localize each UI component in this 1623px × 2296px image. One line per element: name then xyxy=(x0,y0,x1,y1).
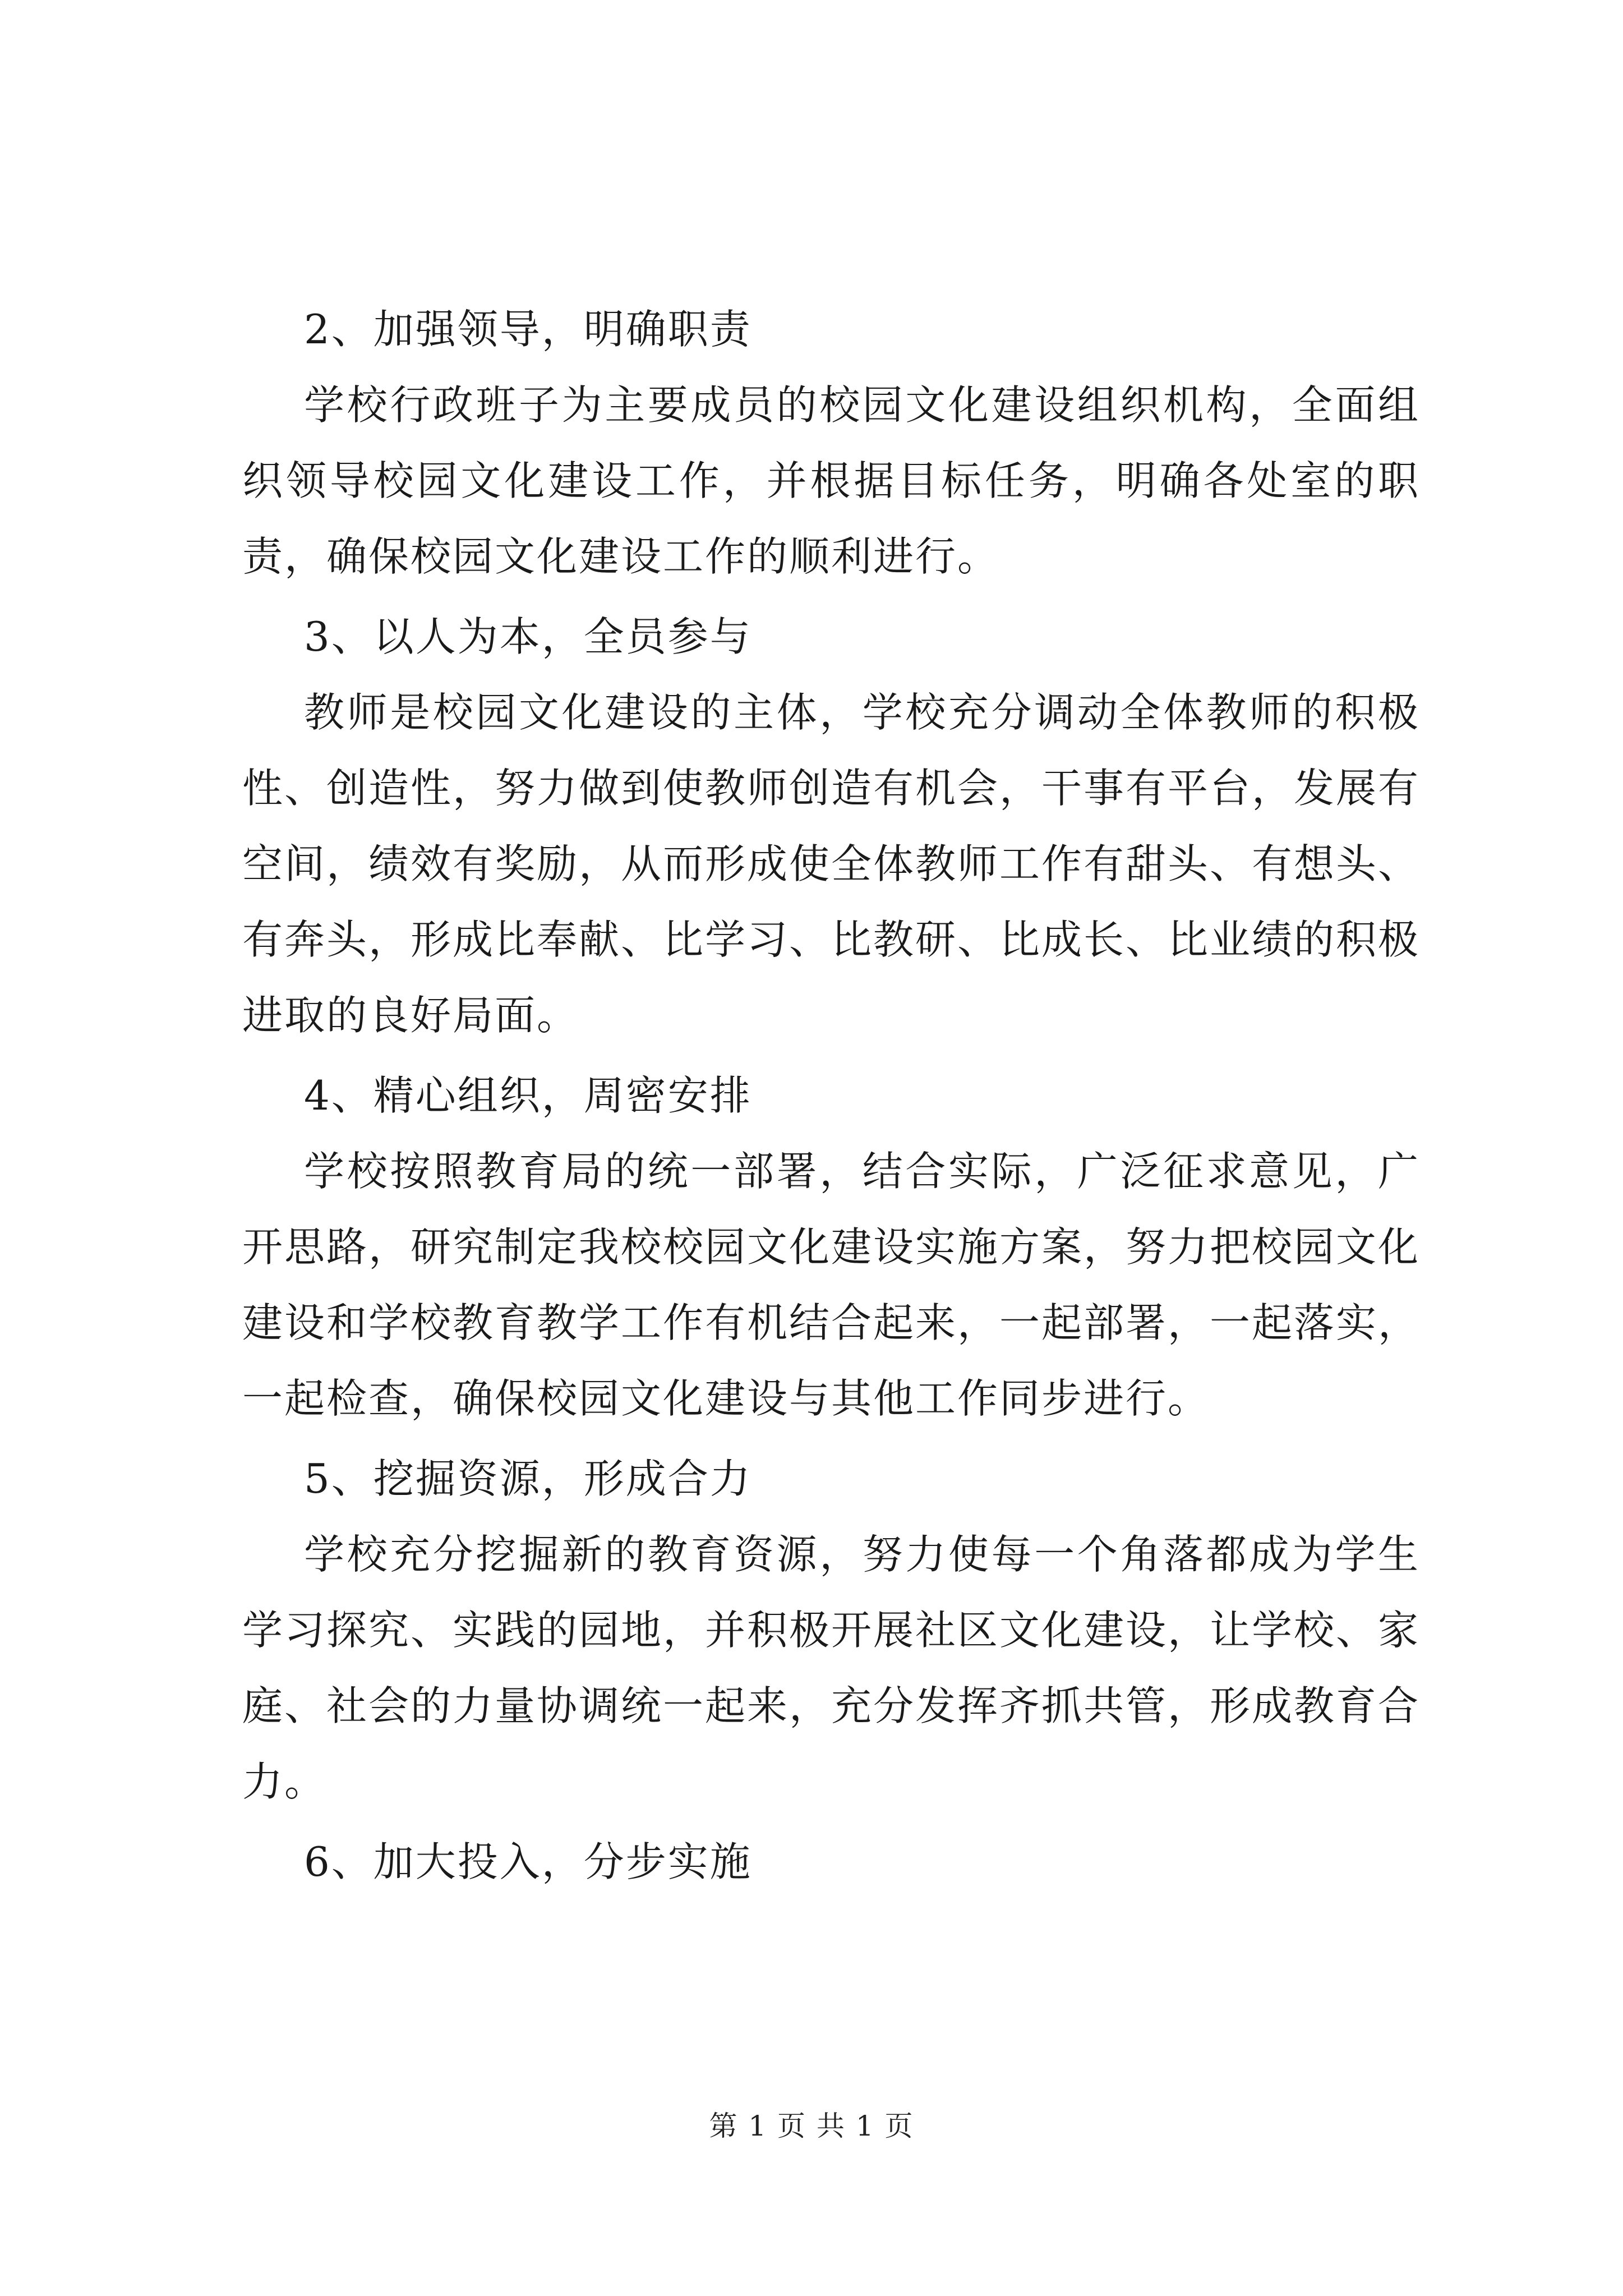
section-heading-6: 6、加大投入，分步实施 xyxy=(304,1838,752,1885)
section-paragraph-4: 学校按照教育局的统一部署，结合实际，广泛征求意见，广开思路，研究制定我校校园文化建设实施方案，努力把校园文化建设和学校教育教学工作有机结合起来，一起部署，一起落实，一起检查，确保校园文化建设与其他工作同步进行。 xyxy=(242,1148,1421,1422)
section-paragraph-2: 学校行政班子为主要成员的校园文化建设组织机构，全面组织领导校园文化建设工作，并根据目标任务，明确各处室的职责，确保校园文化建设工作的顺利进行。 xyxy=(242,381,1420,580)
section-heading-4: 4、精心组织，周密安排 xyxy=(304,1072,752,1119)
section-heading-5: 5、挖掘资源，形成合力 xyxy=(304,1455,752,1502)
section-heading-3: 3、以人为本，全员参与 xyxy=(304,613,752,660)
page-number-footer: 第 1 页 共 1 页 xyxy=(709,2110,914,2142)
section-paragraph-5: 学校充分挖掘新的教育资源，努力使每一个角落都成为学生学习探究、实践的园地，并积极开展社区文化建设，让学校、家庭、社会的力量协调统一起来，充分发挥齐抓共管，形成教育合力。 xyxy=(242,1531,1421,1805)
document-body xyxy=(242,292,1420,1900)
section-heading-2: 2、加强领导，明确职责 xyxy=(304,306,752,353)
section-paragraph-3: 教师是校园文化建设的主体，学校充分调动全体教师的积极性、创造性，努力做到使教师创造有机会，干事有平台，发展有空间，绩效有奖励，从而形成使全体教师工作有甜头、有想头、有奔头，形成比奉献、比学习、比教研、比成长、比业绩的积极进取的良好局面。 xyxy=(242,689,1421,1039)
